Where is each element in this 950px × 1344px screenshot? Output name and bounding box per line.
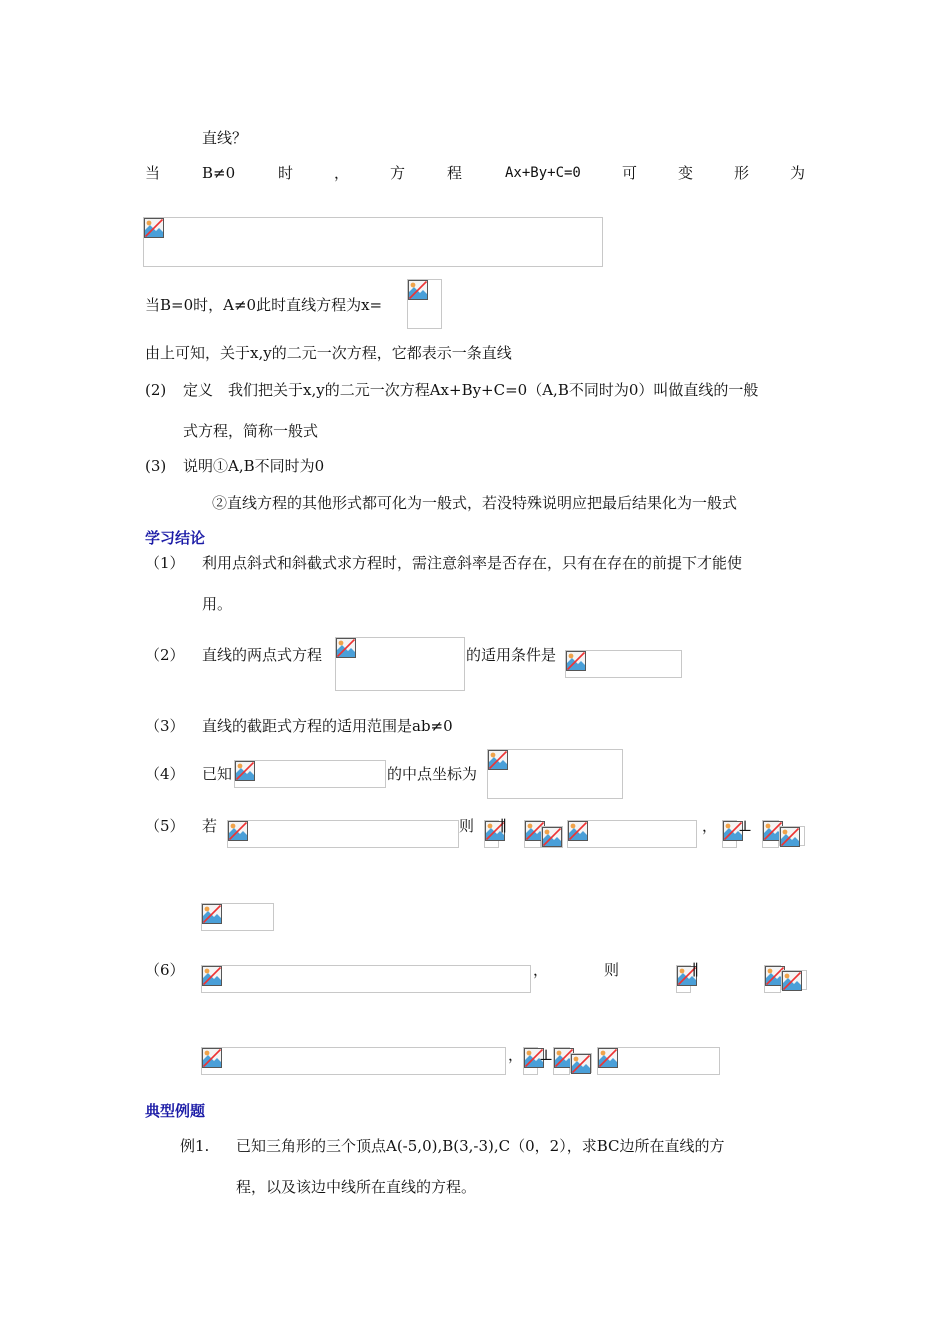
comma: ，: [508, 1046, 524, 1064]
item-text: 已知: [202, 765, 233, 783]
item-text: 直线的截距式方程的适用范围是ab≠0: [202, 717, 453, 735]
formula-image: [722, 820, 737, 848]
formula-image: [523, 1047, 538, 1075]
item-text: 的适用条件是: [466, 646, 557, 664]
item-number: （3）: [145, 717, 185, 735]
formula-image: [676, 965, 691, 993]
intro-line-3: 当B=0时，A≠0此时直线方程为x=: [145, 296, 383, 314]
comma: ，: [533, 961, 549, 979]
formula-image: [234, 760, 386, 788]
example-text-cont: 程，以及该边中线所在直线的方程。: [236, 1178, 477, 1196]
broken-image-icon: [336, 638, 356, 658]
section-heading-examples: 典型例题: [145, 1102, 206, 1120]
formula-image: [407, 279, 442, 329]
broken-image-icon: [202, 1048, 222, 1068]
formula-image: [762, 820, 779, 848]
perpendicular-symbol: ⊥: [539, 1046, 554, 1064]
word: B≠0: [202, 164, 236, 182]
word: 当: [145, 164, 161, 182]
formula-image: [335, 637, 465, 691]
formula-image: [484, 820, 499, 848]
word: 可: [622, 164, 638, 182]
broken-image-icon: [571, 1054, 591, 1074]
formula-image: [779, 826, 805, 846]
comma: ，: [702, 817, 718, 835]
formula-image: [524, 820, 541, 848]
broken-image-icon: [782, 971, 802, 991]
formula-image: [570, 1053, 592, 1073]
item-text: 则: [604, 961, 620, 979]
perpendicular-symbol: ⊥: [738, 817, 753, 835]
formula-image: [597, 1047, 720, 1075]
word: 程: [447, 164, 463, 182]
formula-image: [764, 965, 781, 993]
formula-image: [487, 749, 623, 799]
word: 时: [278, 164, 294, 182]
item-number: （4）: [145, 765, 185, 783]
item-text: 若: [202, 817, 218, 835]
equation: Ax+By+C=0: [505, 165, 581, 181]
formula-image: [201, 1047, 506, 1075]
broken-image-icon: [566, 651, 586, 671]
item-text: 利用点斜式和斜截式求方程时，需注意斜率是否存在，只有在存在的前提下才能使: [202, 554, 743, 572]
formula-image: [227, 820, 459, 848]
word: 为: [790, 164, 806, 182]
word: 方: [390, 164, 406, 182]
formula-image: [565, 650, 682, 678]
parallel-symbol: ∥: [500, 817, 507, 835]
broken-image-icon: [598, 1048, 618, 1068]
broken-image-icon: [408, 280, 428, 300]
word: 变: [678, 164, 694, 182]
note-text: 说明①A,B不同时为0: [183, 457, 325, 475]
item-number: （5）: [145, 817, 185, 835]
item-number: （1）: [145, 554, 185, 572]
item-text: 的中点坐标为: [387, 765, 478, 783]
definition-text: 定义 我们把关于x,y的二元一次方程Ax+By+C=0（A,B不同时为0）叫做直线的一般: [183, 381, 759, 399]
formula-image: [781, 970, 807, 990]
formula-image: [201, 965, 531, 993]
example-number: 例1.: [180, 1137, 210, 1155]
broken-image-icon: [202, 904, 222, 924]
section-heading-conclusions: 学习结论: [145, 529, 206, 547]
word: ，: [334, 164, 350, 182]
item-text: 直线的两点式方程: [202, 646, 323, 664]
item-text: 则: [459, 817, 475, 835]
item-number: （2）: [145, 646, 185, 664]
note-number: (3): [145, 457, 167, 475]
broken-image-icon: [228, 821, 248, 841]
item-text-cont: 用。: [202, 595, 233, 613]
formula-image: [553, 1047, 570, 1075]
item-number: （6）: [145, 961, 185, 979]
broken-image-icon: [235, 761, 255, 781]
broken-image-icon: [144, 218, 164, 238]
broken-image-icon: [488, 750, 508, 770]
broken-image-icon: [568, 821, 588, 841]
formula-image: [541, 826, 563, 848]
broken-image-icon: [780, 827, 800, 847]
broken-image-icon: [202, 966, 222, 986]
intro-line-1: 直线？: [202, 129, 248, 147]
broken-image-icon: [542, 827, 562, 847]
formula-image: [143, 217, 603, 267]
note-text-2: ②直线方程的其他形式都可化为一般式，若没特殊说明应把最后结果化为一般式: [212, 494, 738, 512]
intro-line-4: 由上可知，关于x,y的二元一次方程，它都表示一条直线: [145, 344, 512, 362]
definition-number: (2): [145, 381, 167, 399]
formula-image: [567, 820, 697, 848]
example-text: 已知三角形的三个顶点A(-5,0),B(3,-3),C（0，2），求BC边所在直线的方: [236, 1137, 725, 1155]
parallel-symbol: ∥: [692, 961, 699, 979]
word: 形: [734, 164, 750, 182]
formula-image: [201, 903, 274, 931]
definition-text-cont: 式方程，简称一般式: [183, 422, 319, 440]
